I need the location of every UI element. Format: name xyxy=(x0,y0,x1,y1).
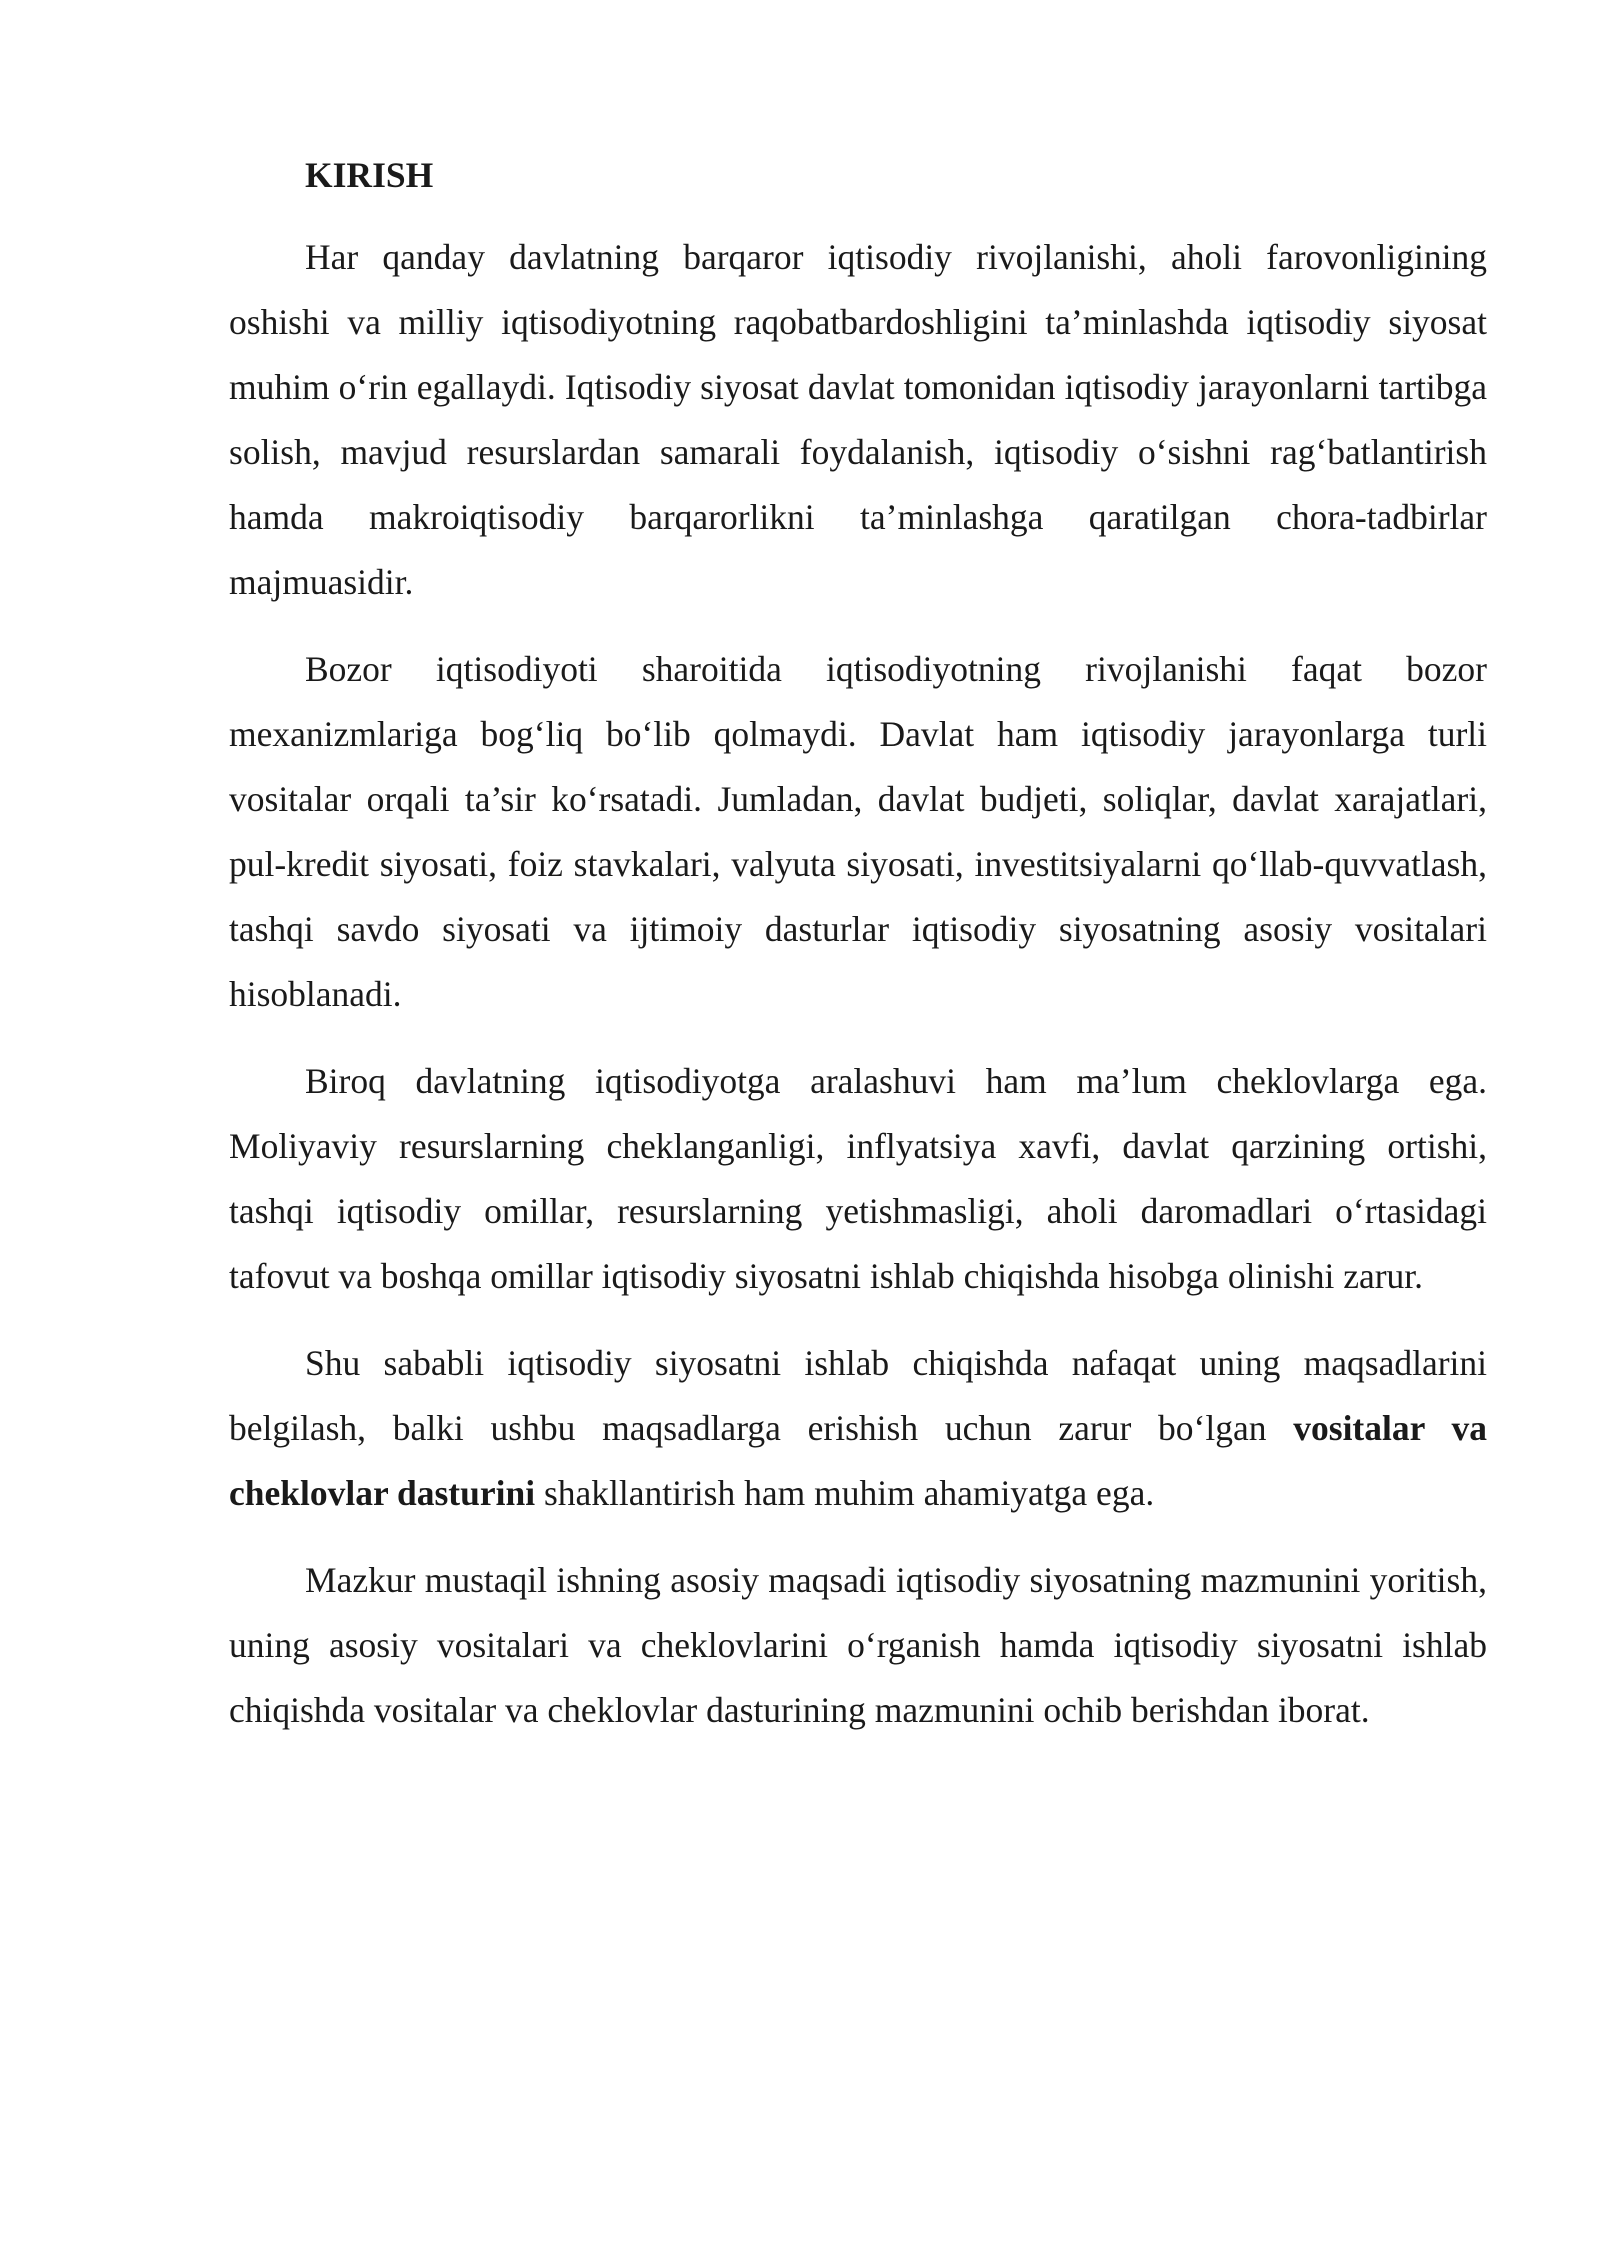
paragraph-4-bold-phrase: vositalar va cheklovlar dasturini xyxy=(229,1408,1487,1513)
paragraph-5: Mazkur mustaqil ishning asosiy maqsadi iqtisodiy siyosatning mazmunini yoritish, uning asosiy vositalari va cheklovlarini o‘rganish hamda iqtisodiy siyosatni ishlab chiqishda vositalar va cheklovlar dasturining mazmunini ochib berishdan iborat. xyxy=(229,1560,1487,1730)
paragraph-4 xyxy=(229,1331,1487,1526)
paragraph-2: Bozor iqtisodiyoti sharoitida iqtisodiyotning rivojlanishi faqat bozor mexanizmlariga bog‘liq bo‘lib qolmaydi. Davlat ham iqtisodiy jarayonlarga turli vositalar orqali ta’sir ko‘rsatadi. Jumladan, davlat budjeti, soliqlar, davlat xarajatlari, pul-kredit siyosati, foiz stavkalari, valyuta siyosati, investitsiyalarni qo‘llab-quvvatlash, tashqi savdo siyosati va ijtimoiy dasturlar iqtisodiy siyosatning asosiy vositalari hisoblanadi. xyxy=(229,649,1487,1014)
paragraph-4-text-after: shakllantirish ham muhim ahamiyatga ega. xyxy=(535,1473,1155,1513)
document-body xyxy=(229,148,1487,1765)
paragraph-1: Har qanday davlatning barqaror iqtisodiy rivojlanishi, aholi farovonligining oshishi va milliy iqtisodiyotning raqobatbardoshligini ta’minlashda iqtisodiy siyosat muhim o‘rin egallaydi. Iqtisodiy siyosat davlat tomonidan iqtisodiy jarayonlarni tartibga solish, mavjud resurslardan samarali foydalanish, iqtisodiy o‘sishni rag‘batlantirish hamda makroiqtisodiy barqarorlikni ta’minlashga qaratilgan chora-tadbirlar majmuasidir. xyxy=(229,237,1487,602)
paragraph-3: Biroq davlatning iqtisodiyotga aralashuvi ham ma’lum cheklovlarga ega. Moliyaviy resurslarning cheklanganligi, inflyatsiya xavfi, davlat qarzining ortishi, tashqi iqtisodiy omillar, resurslarning yetishmasligi, aholi daromadlari o‘rtasidagi tafovut va boshqa omillar iqtisodiy siyosatni ishlab chiqishda hisobga olinishi zarur. xyxy=(229,1061,1487,1296)
paragraph-4-text-before: Shu sababli iqtisodiy siyosatni ishlab chiqishda nafaqat uning maqsadlarini belgilash, balki ushbu maqsadlarga erishish uchun zarur bo‘lgan xyxy=(229,1343,1487,1448)
section-heading: KIRISH xyxy=(305,155,434,195)
